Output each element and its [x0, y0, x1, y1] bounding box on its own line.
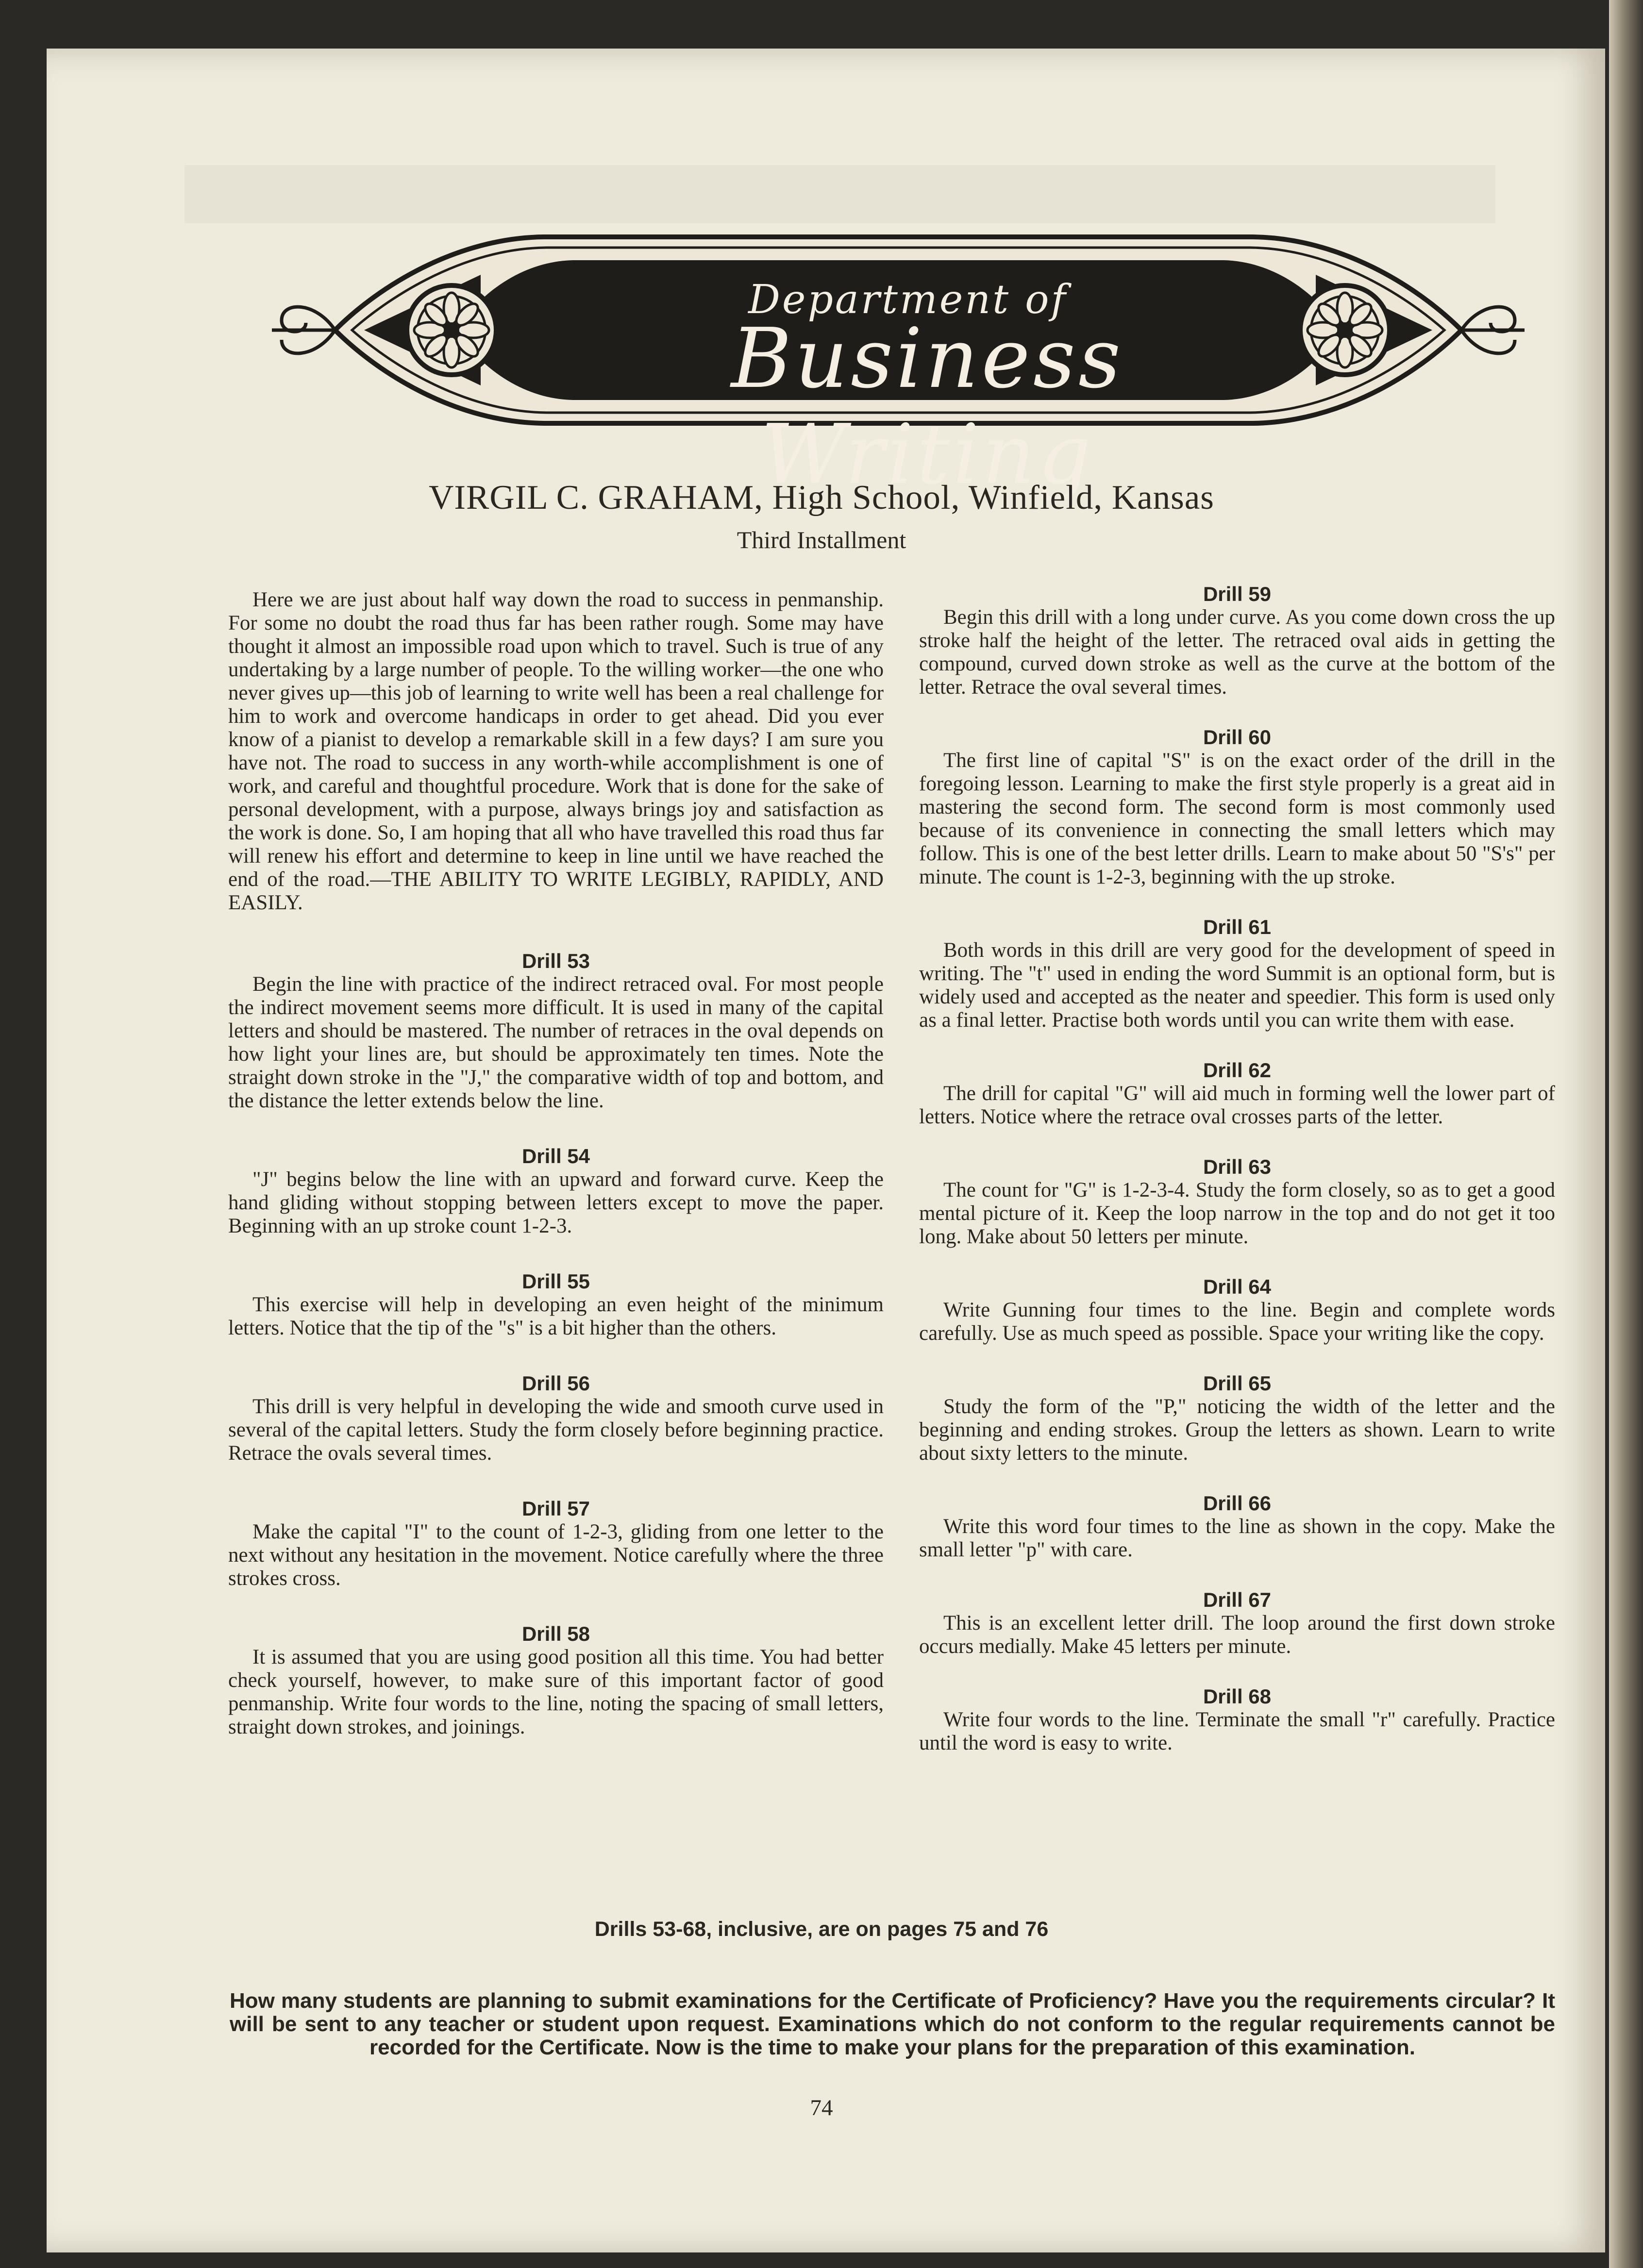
drill-text: Both words in this drill are very good for the development of speed in writing. The "t" used in ending the word Summit is an optional form, but is widely used and accepted as the neater and speedier. This form is used only as a final letter. Practise both words until you can write them with ease. [919, 939, 1555, 1032]
drill-heading: Drill 53 [521, 950, 590, 972]
drill-heading: Drill 63 [1203, 1155, 1272, 1178]
drill-68 [919, 1685, 1555, 1755]
drill-heading: Drill 64 [1203, 1275, 1272, 1298]
drill-text: Make the capital "I" to the count of 1-2-3, gliding from one letter to the next without any hesitation in the movement. Notice carefully where the three strokes cross. [228, 1520, 884, 1590]
author-byline: VIRGIL C. GRAHAM, High School, Winfield, Kansas [429, 479, 1214, 517]
drill-heading: Drill 56 [521, 1372, 590, 1395]
drill-heading: Drill 62 [1203, 1059, 1272, 1082]
drill-67 [919, 1588, 1555, 1658]
drill-heading: Drill 57 [521, 1497, 590, 1520]
installment-subtitle: Third Installment [737, 526, 906, 553]
left-column [228, 588, 884, 1771]
drill-heading: Drill 67 [1203, 1588, 1272, 1611]
right-rosette-icon [1300, 285, 1390, 375]
drill-text: Study the form of the "P," noticing the width of the letter and the beginning and ending strokes. Group the letters as shown. Learn to write about sixty letters to the minute. [919, 1395, 1555, 1465]
drill-heading: Drill 61 [1203, 916, 1272, 938]
intro-paragraph: Here we are just about half way down the road to success in penmanship. For some no doubt the road thus far has been rather rough. Some may have thought it almost an impossible road upon which to travel. Such is true of any undertaking by a large number of people. To the willing worker—the one who never gives up—this job of learning to write well has been a real challenge for him to work and overcome handicaps in order to get ahead. Did you ever know of a pianist to develop a remarkable skill in a few days? I am sure you have not. The road to success in any worth-while accomplishment is one of work, and careful and thoughtful procedure. Work that is done for the sake of personal development, with a purpose, always brings joy and satisfaction as the work is done. So, I am hoping that all who have travelled this road thus far will renew his effort and determine to keep in line until we have reached the end of the road.—THE ABILITY TO WRITE LEGIBLY, RAPIDLY, AND EASILY. [228, 588, 884, 914]
drill-64 [919, 1275, 1555, 1345]
drill-54 [228, 1145, 884, 1238]
drill-text: Write Gunning four times to the line. Begin and complete words carefully. Use as much speed as possible. Space your writing like the copy. [919, 1299, 1555, 1345]
drill-57 [228, 1497, 884, 1590]
drill-heading: Drill 58 [521, 1622, 590, 1645]
drill-62 [919, 1059, 1555, 1129]
drills-footnote: Drills 53-68, inclusive, are on pages 75 and 76 [594, 1918, 1049, 1941]
drill-heading: Drill 68 [1203, 1685, 1272, 1708]
drill-text: "J" begins below the line with an upward and forward curve. Keep the hand gliding without stopping between letters except to move the paper. Beginning with an up stroke count 1-2-3. [228, 1168, 884, 1237]
drill-60 [919, 726, 1555, 889]
drill-text: This exercise will help in developing an even height of the minimum letters. Notice that the tip of the "s" is a bit higher than the others. [228, 1293, 884, 1339]
drill-53 [228, 950, 884, 1113]
drill-text: This drill is very helpful in developing the wide and smooth curve used in several of the capital letters. Study the form closely before beginning practice. Retrace the ovals several times. [228, 1395, 884, 1465]
drill-text: The first line of capital "S" is on the exact order of the drill in the foregoing lesson. Learning to make the first style properly is a great aid in mastering the second form. The second form is most commonly used because of its convenience in connecting the small letters which may follow. This is one of the best letter drills. Learn to make about 50 "S's" per minute. The count is 1-2-3, beginning with the up stroke. [919, 749, 1555, 888]
drill-heading: Drill 66 [1203, 1492, 1272, 1515]
drill-text: Write this word four times to the line as shown in the copy. Make the small letter "p" with care. [919, 1515, 1555, 1561]
drill-heading: Drill 59 [1203, 583, 1272, 605]
drill-61 [919, 916, 1555, 1032]
drill-text: The drill for capital "G" will aid much in forming well the lower part of letters. Notice where the retrace oval crosses parts of the letter. [919, 1082, 1555, 1128]
bleed-through [184, 165, 1495, 223]
drill-heading: Drill 55 [521, 1270, 590, 1293]
drill-56 [228, 1372, 884, 1465]
drill-text: Write four words to the line. Terminate the small "r" carefully. Practice until the word is easy to write. [919, 1708, 1555, 1754]
drill-text: This is an excellent letter drill. The loop around the first down stroke occurs medially. Make 45 letters per minute. [919, 1612, 1555, 1658]
drill-heading: Drill 54 [521, 1145, 590, 1167]
drill-58 [228, 1622, 884, 1739]
drill-heading: Drill 65 [1203, 1372, 1272, 1395]
banner-line-business-writing: Business Writing [731, 311, 1124, 503]
drill-63 [919, 1155, 1555, 1249]
drill-text: The count for "G" is 1-2-3-4. Study the form closely, so as to get a good mental picture of it. Keep the loop narrow in the top and do not get it too long. Make about 50 letters per minute. [919, 1179, 1555, 1248]
certificate-notice: How many students are planning to submit examinations for the Certificate of Proficiency? Have you the requirements circular? It will be sent to any teacher or student upon request. Examinations which do not conform to the regular requirements cannot be recorded for the Certificate. Now is the time to make your plans for the preparation of this examination. [230, 1989, 1555, 2059]
drill-text: Begin the line with practice of the indirect retraced oval. For most people the indirect movement seems more difficult. It is used in many of the capital letters and should be mastered. The number of retraces in the oval depends on how light your lines are, but should be approximately ten times. Note the straight down stroke in the "J," the comparative width of top and bottom, and the distance the letter extends below the line. [228, 973, 884, 1112]
drill-text: Begin this drill with a long under curve. As you come down cross the up stroke half the height of the letter. The retraced oval aids in getting the compound, curved down stroke as well as the curve at the bottom of the letter. Retrace the oval several times. [919, 606, 1555, 699]
drill-55 [228, 1270, 884, 1340]
banner-line-department: Department of [748, 277, 1068, 323]
page-number: 74 [810, 2095, 833, 2120]
drill-59 [919, 583, 1555, 699]
left-rosette-icon [407, 285, 496, 375]
drill-heading: Drill 60 [1203, 726, 1272, 749]
drill-65 [919, 1372, 1555, 1465]
right-column [919, 583, 1555, 1782]
drill-text: It is assumed that you are using good position all this time. You had better check yourself, however, to make sure of this important factor of good penmanship. Write four words to the line, noting the spacing of small letters, straight down strokes, and joinings. [228, 1646, 884, 1738]
drill-66 [919, 1492, 1555, 1562]
